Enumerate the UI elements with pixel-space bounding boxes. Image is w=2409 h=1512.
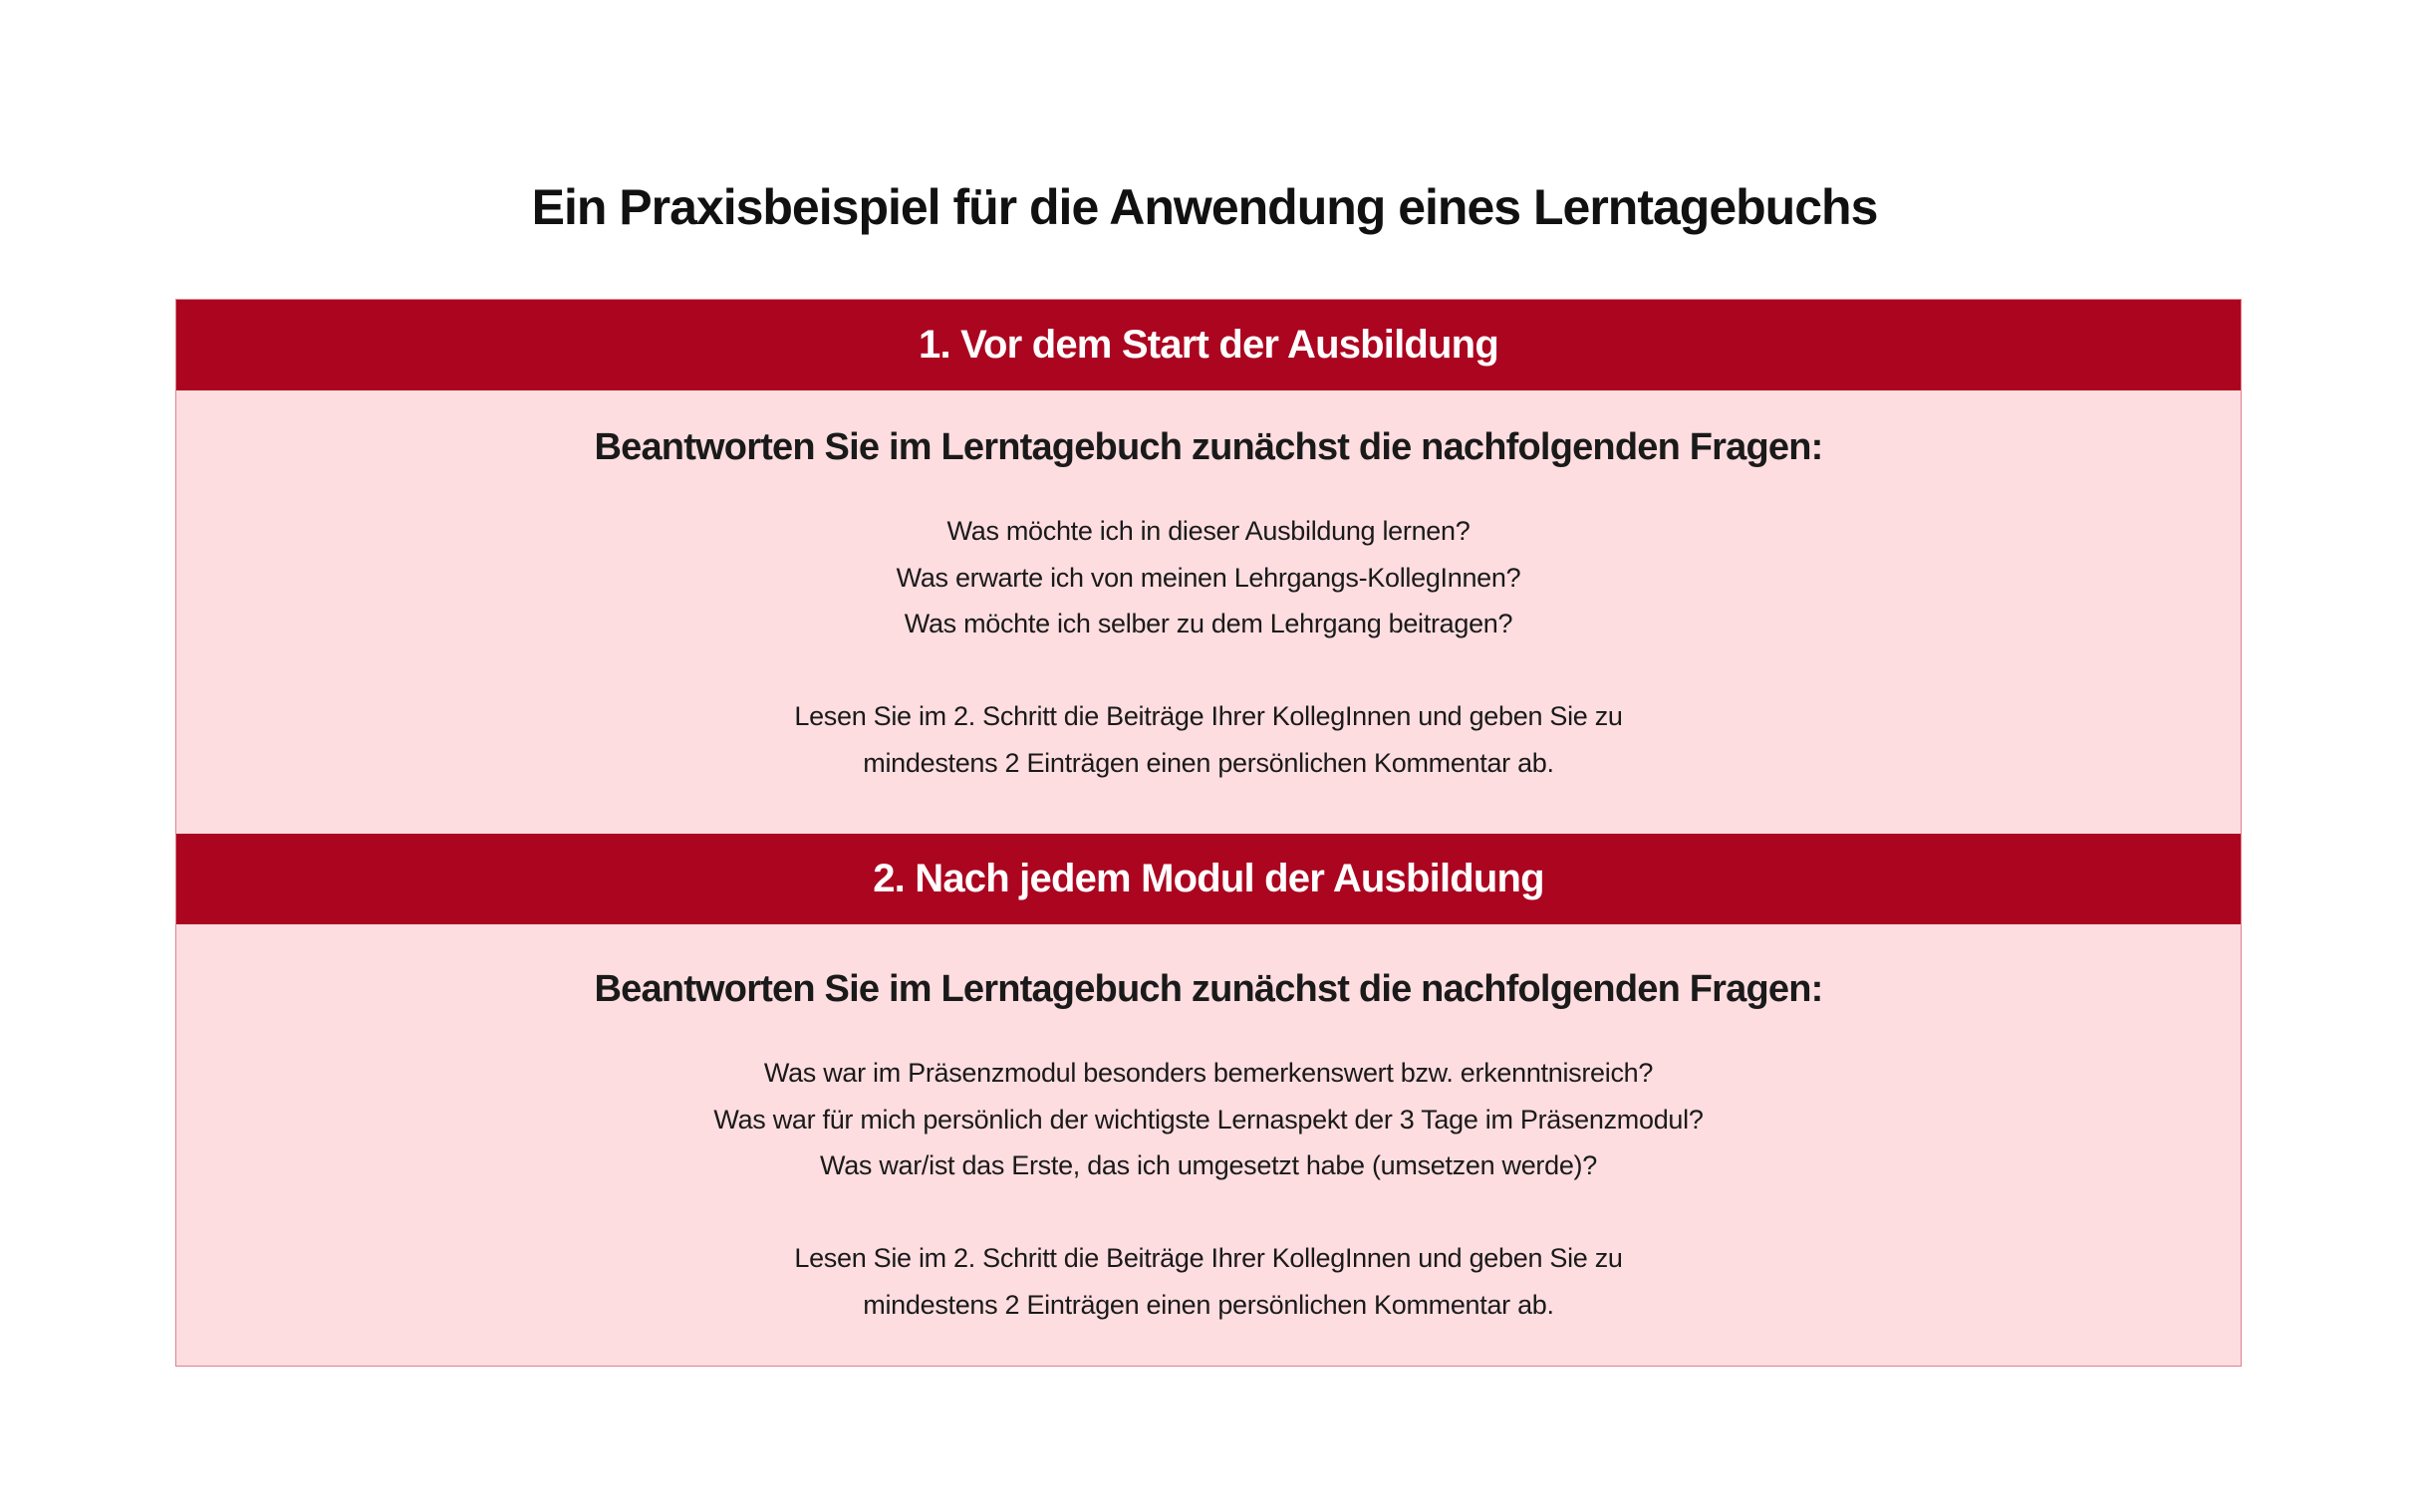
- lerntagebuch-panel: [175, 299, 2242, 1367]
- question-item: Was war im Präsenzmodul besonders bemerkenswert bzw. erkenntnisreich?: [763, 1058, 1654, 1088]
- question-item: Was war für mich persönlich der wichtigste Lernaspekt der 3 Tage im Präsenzmodul?: [713, 1104, 1704, 1134]
- question-list: [176, 1050, 2241, 1189]
- section-subheading: Beantworten Sie im Lerntagebuch zunächst die nachfolgenden Fragen:: [594, 968, 1823, 1010]
- question-item: Was möchte ich selber zu dem Lehrgang beitragen?: [904, 609, 1513, 638]
- section-body-after-module: [176, 924, 2241, 1366]
- instruction-line: mindestens 2 Einträgen einen persönlichen Kommentar ab.: [863, 1289, 1554, 1320]
- instruction-line: mindestens 2 Einträgen einen persönlichen Kommentar ab.: [863, 747, 1554, 778]
- instruction-line: Lesen Sie im 2. Schritt die Beiträge Ihrer KollegInnen und geben Sie zu: [794, 1243, 1623, 1273]
- page-title: Ein Praxisbeispiel für die Anwendung eines Lerntagebuchs: [531, 179, 1878, 235]
- question-item: Was war/ist das Erste, das ich umgesetzt habe (umsetzen werde)?: [820, 1150, 1597, 1180]
- question-list: [176, 508, 2241, 647]
- instruction-text: [176, 693, 2241, 786]
- question-item: Was möchte ich in dieser Ausbildung lernen?: [946, 516, 1471, 546]
- question-item: Was erwarte ich von meinen Lehrgangs-KollegInnen?: [896, 562, 1521, 593]
- section-header-before-start: 1. Vor dem Start der Ausbildung: [176, 300, 2241, 390]
- section-body-before-start: [176, 390, 2241, 834]
- section-subheading: Beantworten Sie im Lerntagebuch zunächst die nachfolgenden Fragen:: [594, 426, 1823, 468]
- section-header-after-module: 2. Nach jedem Modul der Ausbildung: [176, 834, 2241, 924]
- instruction-line: Lesen Sie im 2. Schritt die Beiträge Ihrer KollegInnen und geben Sie zu: [794, 701, 1623, 731]
- instruction-text: [176, 1235, 2241, 1328]
